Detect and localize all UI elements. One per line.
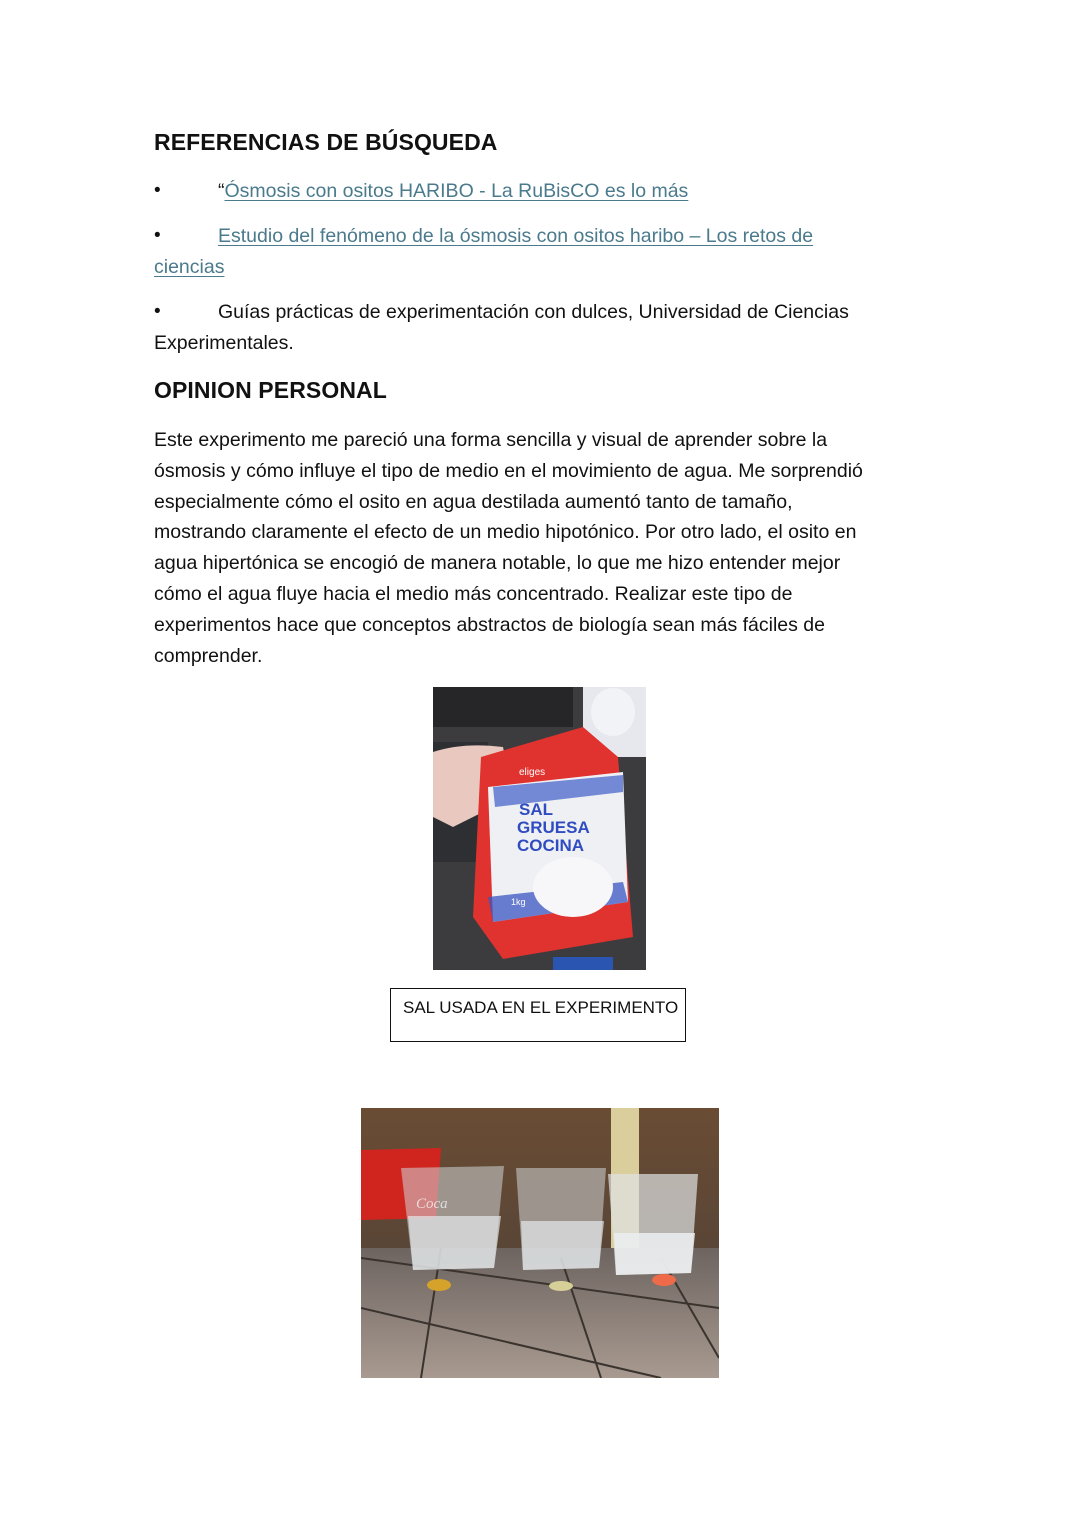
reference-link-retos-ciencias-cont[interactable]: ciencias [154, 256, 225, 278]
svg-text:1kg: 1kg [511, 897, 526, 907]
bullet: • [154, 180, 161, 201]
paragraph-line: experimentos hace que conceptos abstractos de biología sean más fáciles de [154, 613, 825, 636]
paragraph-line: ósmosis y cómo influye el tipo de medio en el movimiento de agua. Me sorprendió [154, 459, 863, 482]
svg-text:SAL: SAL [519, 800, 553, 819]
quote-mark: “ [218, 180, 225, 202]
salt-bag-image [433, 687, 646, 970]
salt-bag-photo [433, 687, 646, 970]
bullet: • [154, 301, 161, 322]
reference-item-3-cont: Experimentales. [154, 332, 294, 354]
paragraph-line: agua hipertónica se encogió de manera notable, lo que me hizo entender mejor [154, 552, 841, 575]
reference-link-rubisco[interactable]: Ósmosis con ositos HARIBO - La RuBisCO es lo más [224, 180, 689, 202]
reference-item-1 [218, 180, 688, 203]
glasses-photo [361, 1108, 719, 1378]
opinion-heading: OPINION PERSONAL [154, 377, 387, 403]
bag-brand: eliges [519, 767, 546, 778]
references-heading: REFERENCIAS DE BÚSQUEDA [154, 129, 498, 155]
bullet: • [154, 225, 161, 246]
salt-caption: SAL USADA EN EL EXPERIMENTO [403, 998, 679, 1017]
reference-item-2-cont [154, 256, 224, 279]
svg-text:COCINA: COCINA [517, 836, 585, 855]
reference-link-retos-ciencias[interactable]: Estudio del fenómeno de la ósmosis con ositos haribo – Los retos de [218, 225, 814, 247]
reference-item-3: Guías prácticas de experimentación con dulces, Universidad de Ciencias [218, 301, 849, 323]
glasses-image [361, 1108, 719, 1378]
cup-logo: Coca [416, 1196, 448, 1212]
reference-item-2 [218, 225, 813, 248]
paragraph-line: especialmente cómo el osito en agua destilada aumentó tanto de tamaño, [154, 490, 793, 513]
paragraph-line: mostrando claramente el efecto de un medio hipotónico. Por otro lado, el osito en [154, 521, 857, 544]
caption-box [390, 988, 686, 1042]
paragraph-line: cómo el agua fluye hacia el medio más concentrado. Realizar este tipo de [154, 582, 793, 605]
svg-text:GRUESA: GRUESA [517, 818, 590, 837]
paragraph-line: Este experimento me pareció una forma sencilla y visual de aprender sobre la [154, 429, 828, 451]
opinion-paragraph [154, 425, 934, 671]
paragraph-line: comprender. [154, 644, 263, 667]
